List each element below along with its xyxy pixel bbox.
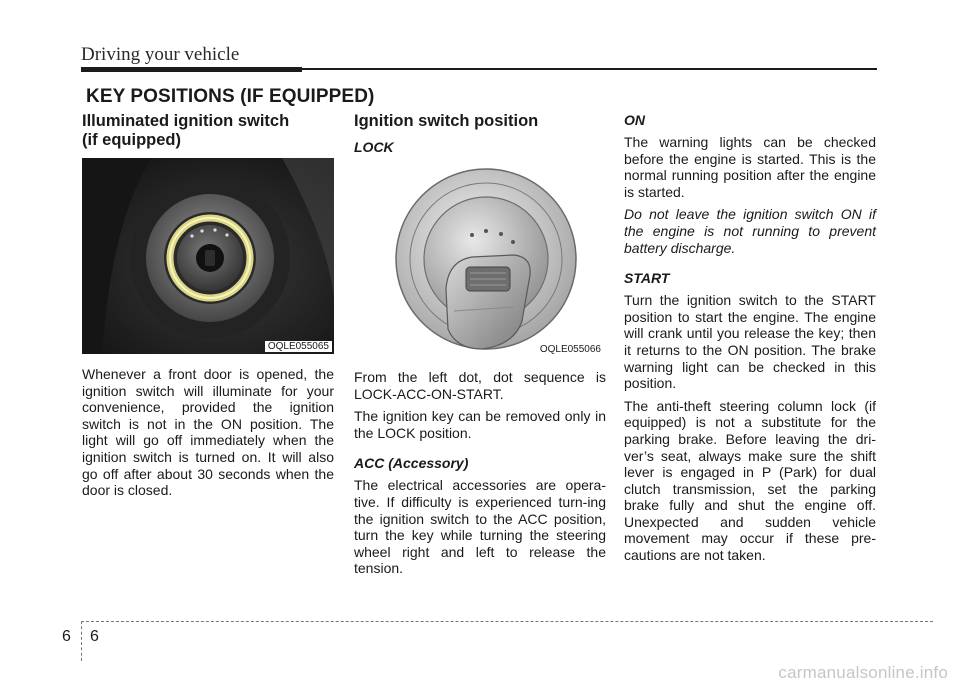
illuminated-switch-paragraph: Whenever a front door is opened, the ignition switch will illuminate for your convenience, provided the ignition switch is not in the ON position. The light will go off immediately when the ignition switch is turned on. It will also go off after about 30 seconds when the door is closed. <box>82 366 334 499</box>
acc-paragraph: The electrical accessories are opera-tive. If difficulty is experienced turn-ing the ignition switch to the ACC position, turn the key while turning the steering wheel right and left to release the tension. <box>354 477 606 577</box>
start-title: START <box>624 270 670 287</box>
footer-rule <box>81 621 933 622</box>
column-on-start <box>624 112 876 570</box>
header-rule <box>81 67 877 72</box>
on-paragraph-1: The warning lights can be checked before the engine is started. This is the normal running position after the engine is started. <box>624 134 876 200</box>
acc-title: ACC (Accessory) <box>354 455 469 472</box>
ignition-switch-position-heading: Ignition switch position <box>354 112 539 130</box>
on-title: ON <box>624 112 645 128</box>
heading-line-2: (if equipped) <box>82 131 181 149</box>
heading-line-1: Illuminated ignition switch <box>82 112 290 130</box>
page-chapter-number: 6 <box>62 628 71 645</box>
illuminated-switch-heading <box>82 112 334 150</box>
chapter-title: Driving your vehicle <box>81 44 240 65</box>
footer-divider <box>81 621 82 661</box>
ignition-glow-illustration <box>82 158 334 354</box>
header-rule-thick <box>81 67 302 72</box>
lock-paragraph-2: The ignition key can be removed only in the LOCK position. <box>354 408 606 441</box>
page-number: 6 <box>90 628 99 645</box>
section-title: KEY POSITIONS (IF EQUIPPED) <box>86 86 375 107</box>
lock-title: LOCK <box>354 139 394 155</box>
illuminated-switch-figure <box>82 158 334 354</box>
lock-paragraph-1: From the left dot, dot sequence is LOCK-ACC-ON-START. <box>354 369 606 402</box>
header-rule-thin <box>302 68 877 70</box>
on-paragraph-2: Do not leave the ignition switch ON if the engine is not running to prevent battery discharge. <box>624 206 876 256</box>
ignition-lock-illustration <box>354 161 606 357</box>
watermark: carmanualsonline.info <box>778 663 948 682</box>
start-paragraph-1: Turn the ignition switch to the START position to start the engine. The engine will crank until you release the key; then it returns to the ON position. The brake warning light can be checked in this position. <box>624 292 876 392</box>
column-ignition-positions <box>354 112 606 583</box>
lock-position-figure <box>354 161 606 357</box>
column-illuminated-switch <box>82 112 334 505</box>
figure-label: OQLE055066 <box>537 344 604 355</box>
figure-label: OQLE055065 <box>265 341 332 352</box>
start-paragraph-2: The anti-theft steering column lock (if equipped) is not a substitute for the parking brake. Before leaving the dri-ver’s seat, always make sure the shift lever is engaged in P (Park) for dual clutch transmission, set the parking brake fully and shut the engine off. Unexpected and sudden vehicle movement may occur if these pre-cautions are not taken. <box>624 397 876 564</box>
